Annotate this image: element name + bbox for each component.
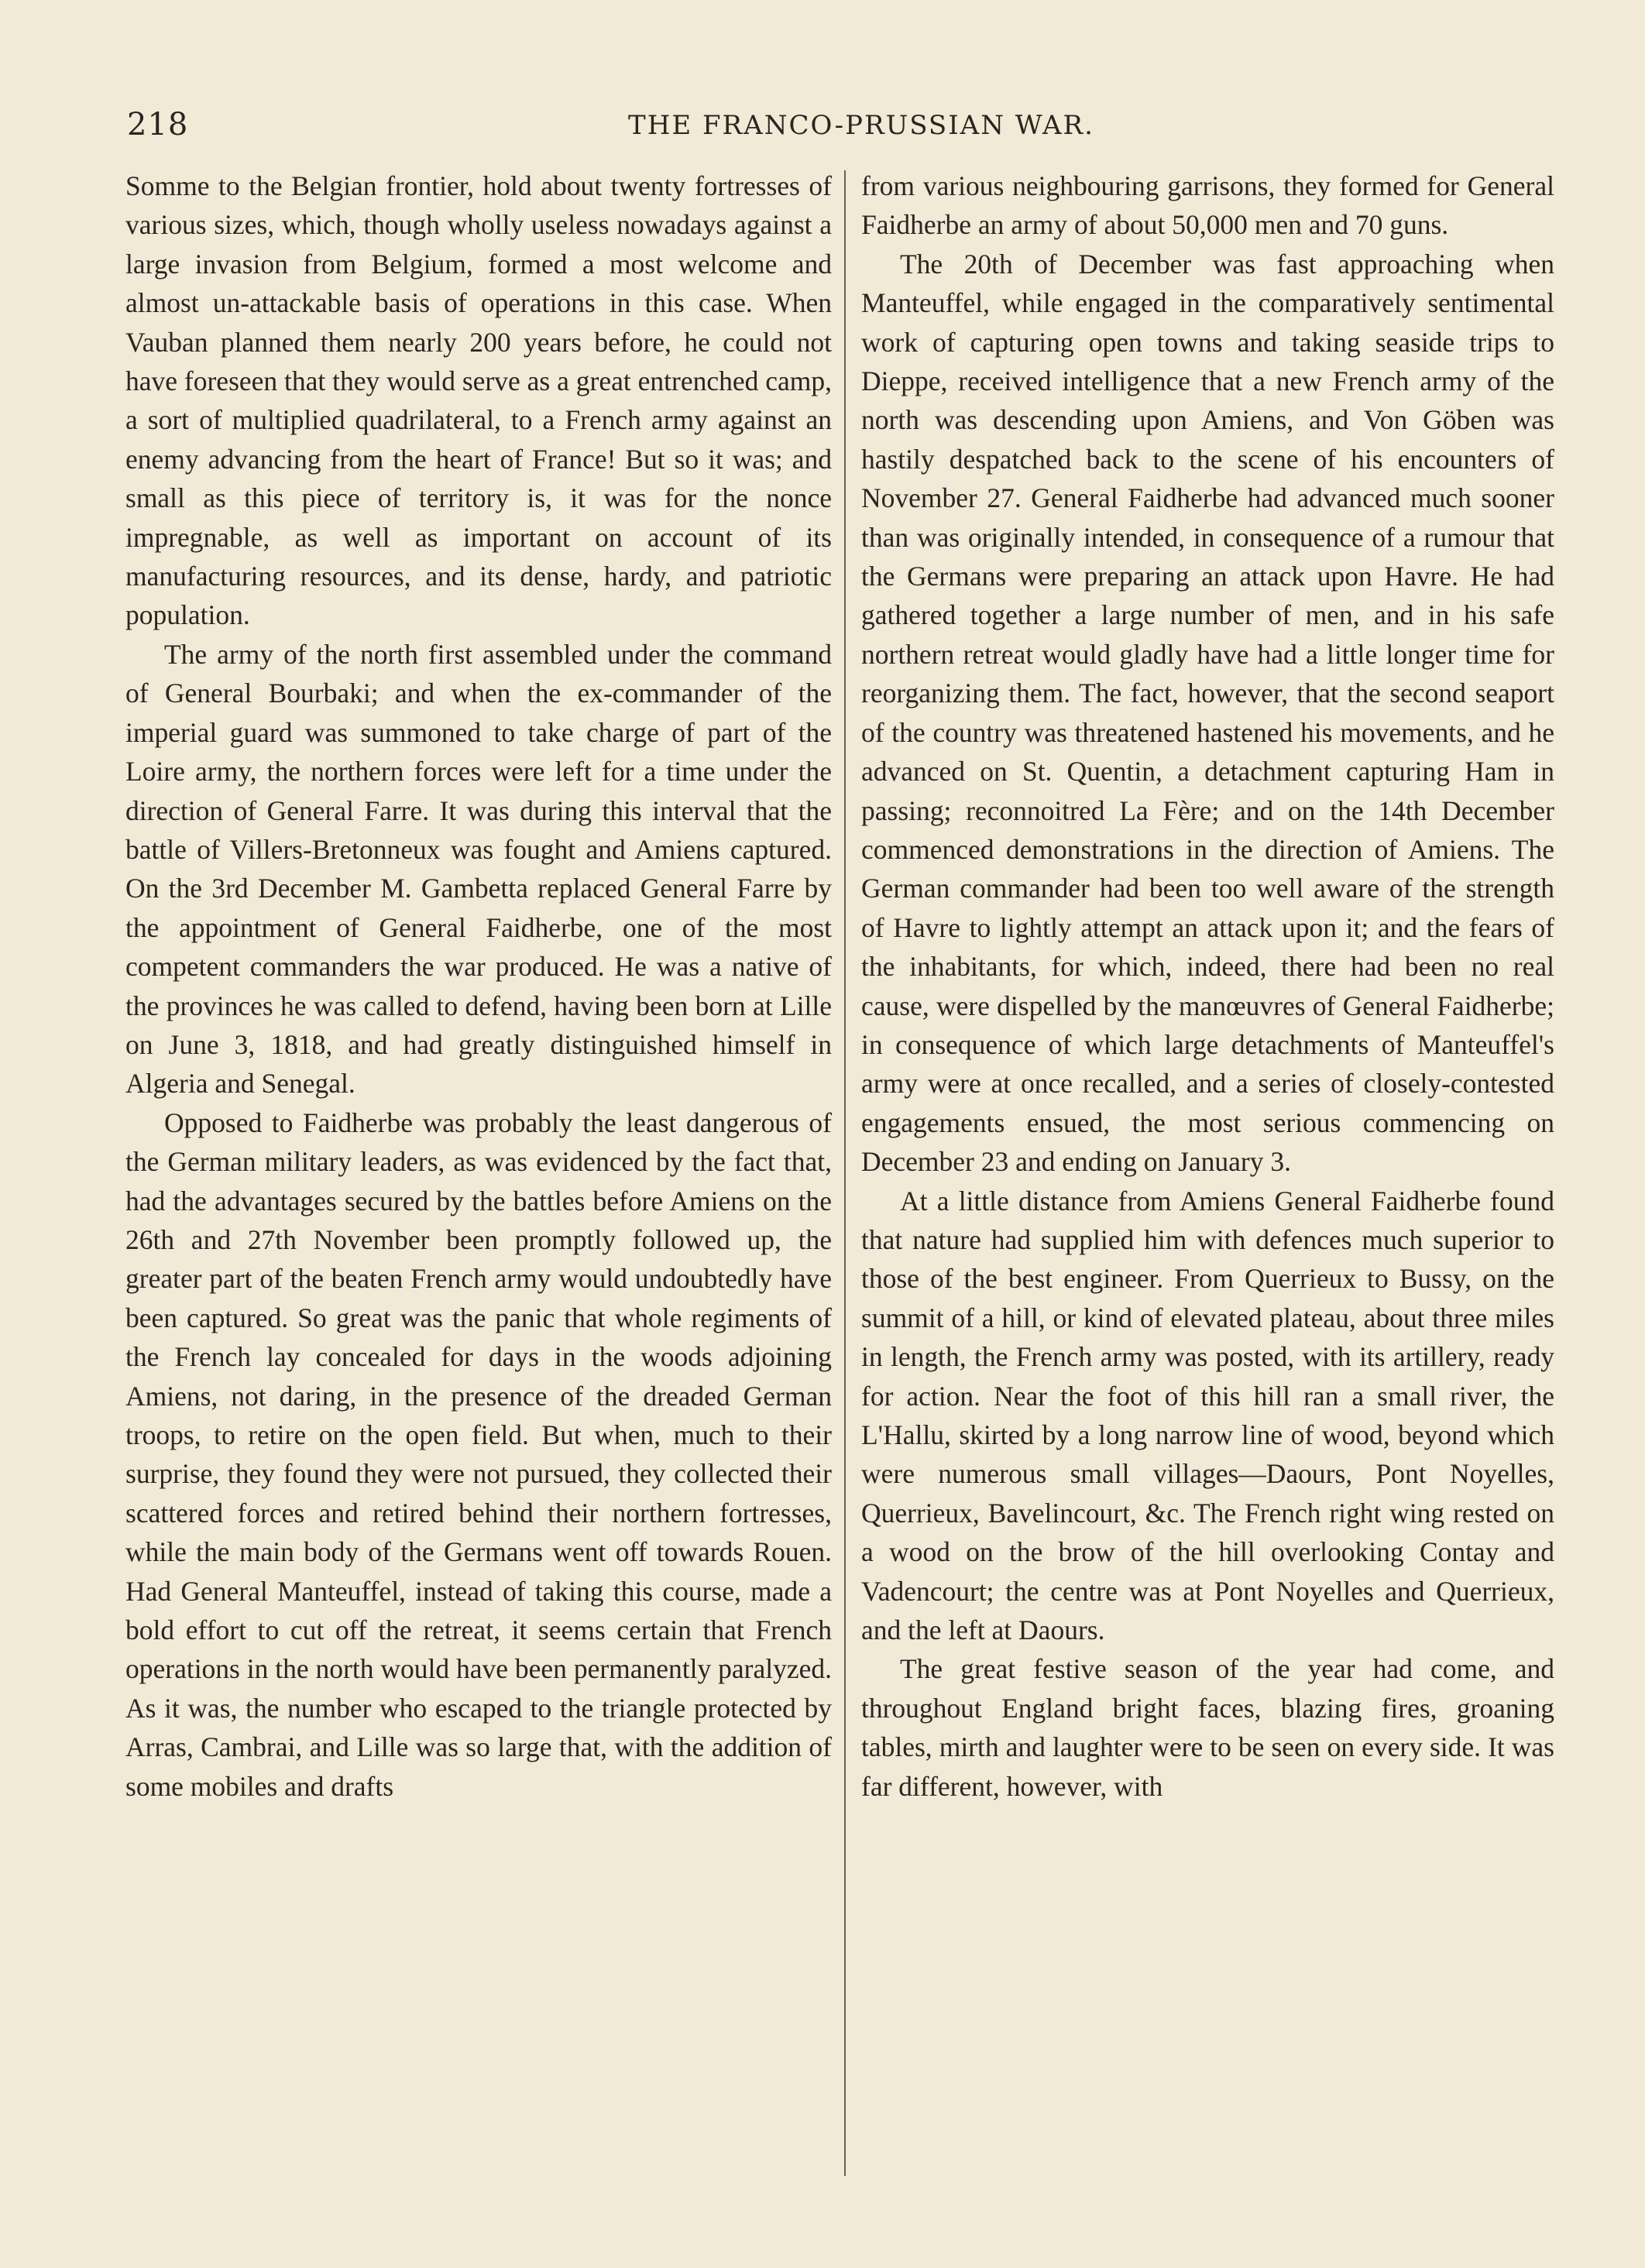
paragraph: The army of the north first assembled under the command of General Bourbaki; and when the ex-commander of the imperial guard was summoned to take charge of part of the Loire army, the northern forces were left for a time under the direction of General Farre. It was during this interval that the battle of Villers-Bretonneux was fought and Amiens captured. On the 3rd December M. Gambetta replaced General Farre by the appointment of General Faidherbe, one of the most competent commanders the war produced. He was a native of the provinces he was called to defend, having been born at Lille on June 3, 1818, and had greatly distinguished himself in Algeria and Senegal. [125, 638, 832, 1100]
right-column [861, 166, 1554, 1806]
paragraph: The 20th of December was fast approaching when Manteuffel, while engaged in the comparatively sentimental work of capturing open towns and taking seaside trips to Dieppe, received intelligence that a new French army of the north was descending upon Amiens, and Von Göben was hastily despatched back to the scene of his encounters of November 27. General Faidherbe had advanced much sooner than was originally intended, in consequence of a rumour that the Germans were preparing an attack upon Havre. He had gathered together a large number of men, and in his safe northern retreat would gladly have had a little longer time for reorganizing them. The fact, however, that the second seaport of the country was threatened hastened his movements, and he advanced on St. Quentin, a detachment capturing Ham in passing; reconnoitred La Fère; and on the 14th December commenced demonstrations in the direction of Amiens. The German commander had been too well aware of the strength of Havre to lightly attempt an attack upon it; and the fears of the inhabitants, for which, indeed, there had been no real cause, were dispelled by the manœuvres of General Faidherbe; in consequence of which large detachments of Manteuffel's army were at once recalled, and a series of closely-contested engagements ensued, the most serious commencing on December 23 and ending on January 3. [861, 248, 1554, 1178]
paragraph: At a little distance from Amiens General Faidherbe found that nature had supplied him with defences much superior to those of the best engineer. From Querrieux to Bussy, on the summit of a hill, or kind of elevated plateau, about three miles in length, the French army was posted, with its artillery, ready for action. Near the foot of this hill ran a small river, the L'Hallu, skirted by a long narrow line of wood, beyond which were numerous small villages—Daours, Pont Noyelles, Querrieux, Bavelincourt, &c. The French right wing rested on a wood on the brow of the hill overlooking Contay and Vadencourt; the centre was at Pont Noyelles and Querrieux, and the left at Daours. [861, 1185, 1554, 1646]
left-column [125, 166, 832, 1806]
paragraph: The great festive season of the year had come, and throughout England bright faces, blazing fires, groaning tables, mirth and laughter were to be seen on every side. It was far different, however, with [861, 1653, 1554, 1802]
running-title: THE FRANCO-PRUSSIAN WAR. [628, 110, 1094, 141]
page-number: 218 [127, 107, 189, 142]
paragraph: Somme to the Belgian frontier, hold about twenty fortresses of various sizes, which, though wholly useless nowadays against a large invasion from Belgium, formed a most welcome and almost un-attackable basis of operations in this case. When Vauban planned them nearly 200 years before, he could not have foreseen that they would serve as a great entrenched camp, a sort of multiplied quadrilateral, to a French army against an enemy advancing from the heart of France! But so it was; and small as this piece of territory is, it was for the nonce impregnable, as well as important on account of its manufacturing resources, and its dense, hardy, and patriotic population. [125, 170, 832, 631]
paragraph: from various neighbouring garrisons, they formed for General Faidherbe an army of about 50,000 men and 70 guns. [861, 170, 1554, 241]
paragraph: Opposed to Faidherbe was probably the least dangerous of the German military leaders, as was evidenced by the fact that, had the advantages secured by the battles before Amiens on the 26th and 27th November been promptly followed up, the greater part of the beaten French army would undoubtedly have been captured. So great was the panic that whole regiments of the French lay concealed for days in the woods adjoining Amiens, not daring, in the presence of the dreaded German troops, to retire on the open field. But when, much to their surprise, they found they were not pursued, they collected their scattered forces and retired behind their northern fortresses, while the main body of the Germans went off towards Rouen. Had General Manteuffel, instead of taking this course, made a bold effort to cut off the retreat, it seems certain that French operations in the north would have been permanently paralyzed. As it was, the number who escaped to the triangle protected by Arras, Cambrai, and Lille was so large that, with the addition of some mobiles and drafts [125, 1107, 832, 1802]
column-divider [844, 170, 846, 2176]
